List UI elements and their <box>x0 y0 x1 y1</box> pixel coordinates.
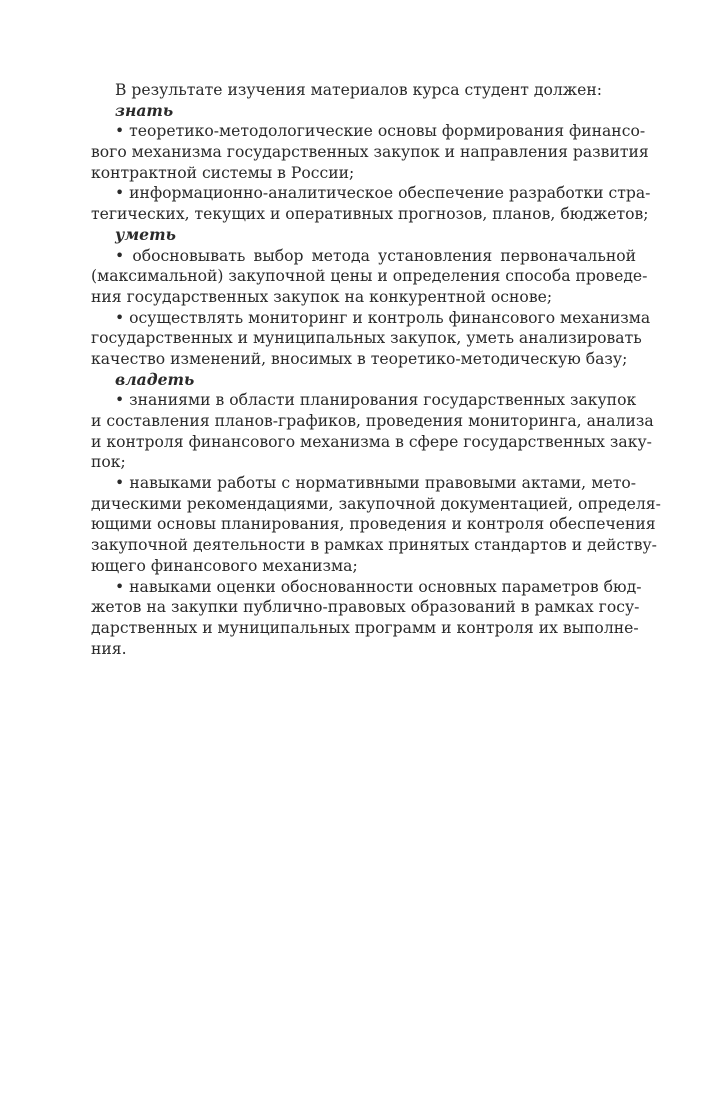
can-item-1-line-2: (максимальной) закупочной цены и определения способа проведе- <box>91 267 648 286</box>
master-item-3-line-4: ния. <box>91 639 127 658</box>
can-item-1-line-1: • обосновывать выбор метода установления первоначальной <box>115 246 636 265</box>
master-item-3-line-2: жетов на закупки публично-правовых образований в рамках госу- <box>91 598 640 617</box>
master-item-2-line-1: • навыками работы с нормативными правовыми актами, мето- <box>115 474 636 493</box>
section-heading-know: знать <box>115 100 174 120</box>
master-item-1-line-1: • знаниями в области планирования государственных закупок <box>115 391 637 410</box>
master-item-3-line-1: • навыками оценки обоснованности основных параметров бюд- <box>115 577 642 596</box>
know-item-1-line-3: контрактной системы в России; <box>91 163 355 182</box>
master-item-1-line-4: пок; <box>91 453 126 472</box>
course-outcomes-text <box>91 80 661 659</box>
know-item-1-line-1: • теоретико-методологические основы формирования финансо- <box>115 122 646 141</box>
master-item-2-line-4: закупочной деятельности в рамках принятых стандартов и действу- <box>91 536 657 555</box>
master-item-3-line-3: дарственных и муниципальных программ и контроля их выполне- <box>91 618 639 637</box>
can-item-1-line-3: ния государственных закупок на конкурентной основе; <box>91 287 553 306</box>
know-item-2-line-1: • информационно-аналитическое обеспечение разработки стра- <box>115 184 651 203</box>
master-item-2-line-5: ющего финансового механизма; <box>91 556 358 575</box>
can-item-2-line-1: • осуществлять мониторинг и контроль финансового механизма <box>115 308 651 327</box>
know-item-2-line-2: тегических, текущих и оперативных прогнозов, планов, бюджетов; <box>91 205 649 224</box>
master-item-1-line-2: и составления планов-графиков, проведения мониторинга, анализа <box>91 412 654 430</box>
can-item-2-line-2: государственных и муниципальных закупок, уметь анализировать <box>91 329 642 348</box>
know-item-1-line-2: вого механизма государственных закупок и направления развития <box>91 143 649 162</box>
section-heading-can: уметь <box>115 224 176 244</box>
master-item-1-line-3: и контроля финансового механизма в сфере государственных заку- <box>91 432 652 451</box>
master-item-2-line-3: ющими основы планирования, проведения и контроля обеспечения <box>91 515 656 534</box>
can-item-2-line-3: качество изменений, вносимых в теоретико-методическую базу; <box>91 349 628 368</box>
section-heading-master: владеть <box>115 369 195 389</box>
master-item-2-line-2: дическими рекомендациями, закупочной документацией, определя- <box>91 494 661 513</box>
intro-line: В результате изучения материалов курса студент должен: <box>115 81 602 99</box>
